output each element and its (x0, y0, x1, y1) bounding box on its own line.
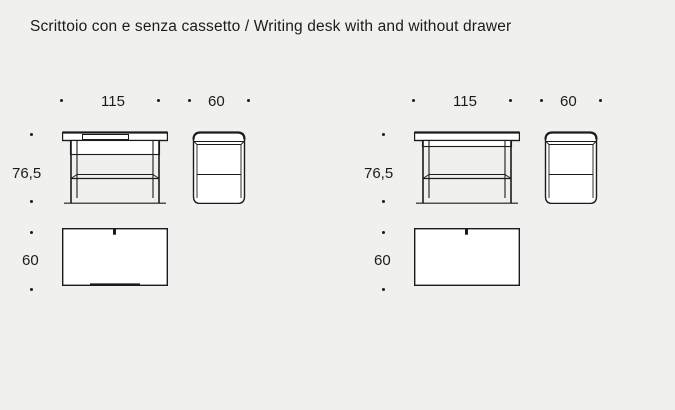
dimension-dot (157, 99, 160, 102)
dimension-dot (382, 231, 385, 234)
dimension-dot (540, 99, 543, 102)
dimension-height: 76,5 (12, 165, 42, 182)
dimension-width-front: 115 (453, 93, 477, 110)
dimension-dot (382, 200, 385, 203)
dimension-dot (382, 133, 385, 136)
dimension-dot (30, 231, 33, 234)
dimension-dot (247, 99, 250, 102)
dimension-depth: 60 (374, 252, 391, 269)
dimension-width-side: 60 (560, 93, 577, 110)
dimension-dot (188, 99, 191, 102)
side-view-with-drawer (190, 128, 248, 204)
dimension-dot (382, 288, 385, 291)
dimension-height: 76,5 (364, 165, 394, 182)
dimension-dot (412, 99, 415, 102)
dimension-dot (30, 133, 33, 136)
dimension-width-side: 60 (208, 93, 225, 110)
dimension-dot (599, 99, 602, 102)
dimension-width-front: 115 (101, 93, 125, 110)
top-view-with-drawer (62, 228, 168, 286)
dimension-dot (30, 288, 33, 291)
dimension-dot (60, 99, 63, 102)
desk-without-drawer-group (352, 0, 675, 410)
dimension-depth: 60 (22, 252, 39, 269)
dimension-dot (30, 200, 33, 203)
dimension-dot (509, 99, 512, 102)
top-view-without-drawer (414, 228, 520, 286)
front-view-with-drawer (62, 128, 168, 204)
page-title: Scrittoio con e senza cassetto / Writing desk with and without drawer (30, 18, 512, 35)
front-view-without-drawer (414, 128, 520, 204)
side-view-without-drawer (542, 128, 600, 204)
